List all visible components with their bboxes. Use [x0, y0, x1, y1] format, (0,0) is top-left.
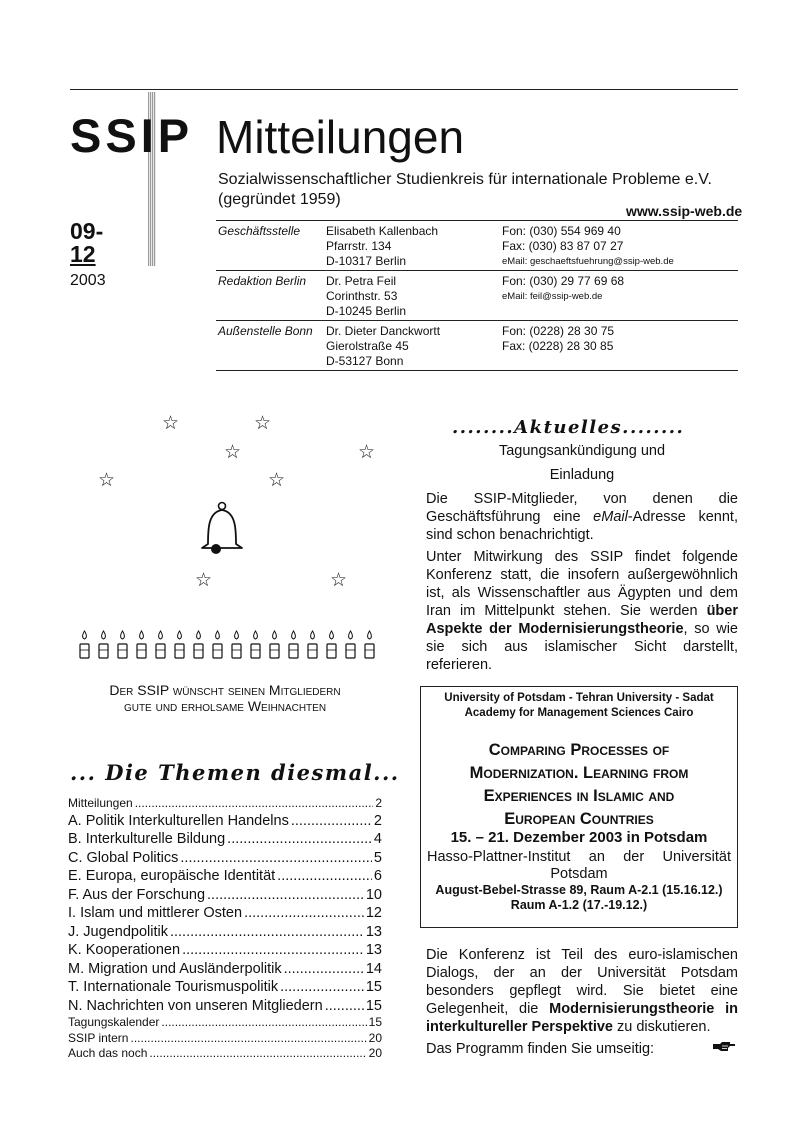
address-line: Dr. Petra Feil [326, 274, 397, 288]
candle-icon [285, 630, 302, 660]
toc-dot-leader [291, 812, 372, 831]
room-line: August-Bebel-Strasse 89, Raum A-2.1 (15.16.12.) [435, 883, 723, 897]
toc-dot-leader [149, 1046, 366, 1062]
toc-entry[interactable] [68, 960, 382, 979]
toc-page: 14 [365, 960, 382, 977]
address-line: Corinthstr. 53 [326, 289, 398, 303]
star-outline-icon: ☆ [268, 470, 286, 491]
toc-entry[interactable] [68, 886, 382, 905]
top-rule [70, 89, 738, 90]
newsletter-title: Mitteilungen [216, 111, 465, 163]
conference-rooms [421, 883, 737, 913]
institutions-line: Academy for Management Sciences Cairo [464, 707, 694, 719]
star-outline-icon: ☆ [224, 442, 242, 463]
text-run-bold: über Aspekte der Modernisierungstheorie [426, 603, 738, 637]
toc-page: 5 [373, 849, 382, 866]
toc-page: 15 [368, 1015, 382, 1029]
toc-page: 15 [365, 997, 382, 1014]
toc-entry[interactable] [68, 867, 382, 886]
toc-dot-leader [135, 796, 374, 812]
star-outline-icon: ☆ [330, 570, 348, 591]
address-line: Gierolstraße 45 [326, 339, 409, 353]
star-outline-icon: ☆ [98, 470, 116, 491]
toc-entry[interactable] [68, 904, 382, 923]
issue-top: 09- [70, 218, 104, 244]
contact-address [326, 224, 438, 269]
title-line: Comparing Processes of [488, 741, 670, 759]
brand-name: SSIP [70, 109, 194, 162]
contact-address [326, 324, 440, 369]
toc-entry[interactable] [68, 997, 382, 1016]
candle-icon [323, 630, 340, 660]
candle-icon [361, 630, 378, 660]
themes-heading: ... Die Themen diesmal... [70, 760, 400, 785]
address-line: D-53127 Bonn [326, 354, 404, 368]
toc-page: 13 [365, 923, 382, 940]
contact-rule [216, 320, 738, 321]
title-line: Experiences in Islamic and [483, 787, 675, 805]
contact-row-redaktion [218, 274, 738, 320]
toc-page: 13 [365, 942, 382, 958]
title-line: Modernization. Learning from [469, 764, 689, 782]
email-link[interactable]: eMail: geschaeftsfuehrung@ssip-web.de [502, 256, 674, 267]
contact-row-geschaeftsstelle [218, 224, 738, 270]
toc-title: A. Politik Interkulturellen Handelns [68, 812, 289, 829]
text-run: Die SSIP-Mitglieder, von denen die Geschäftsführung eine [426, 491, 738, 525]
contact-address [326, 274, 406, 319]
contact-rule-bottom [216, 370, 738, 371]
candle-icon [247, 630, 264, 660]
toc-dot-leader [207, 886, 364, 905]
toc-dot-leader [244, 904, 364, 923]
star-outline-icon: ☆ [254, 413, 272, 434]
pointing-hand-icon [712, 1040, 736, 1054]
news-subheading: Einladung [549, 467, 615, 483]
contact-label: Außenstelle Bonn [218, 324, 313, 338]
toc-page: 6 [373, 868, 382, 884]
toc-entry[interactable] [68, 849, 382, 868]
candle-icon [152, 630, 169, 660]
text-run: , so wie sie sich aus islamischer Sicht darstellt, referieren. [426, 621, 738, 673]
greeting-line: gute und erholsame Weihnachten [123, 698, 327, 714]
address-line: Pfarrstr. 134 [326, 239, 392, 253]
address-line: D-10245 Berlin [326, 304, 407, 318]
issue-bottom: 12 [70, 241, 96, 267]
toc-page: 4 [373, 831, 382, 847]
toc-title: J. Jugendpolitik [68, 923, 168, 940]
toc-entry[interactable] [68, 830, 382, 849]
toc-title: N. Nachrichten von unseren Mitgliedern [68, 997, 323, 1014]
toc-entry[interactable] [68, 941, 382, 960]
text-run: zu diskutieren. [612, 1019, 711, 1035]
conference-title [421, 739, 737, 831]
text-run: -Adresse kennt, sind schon benachrichtigt. [426, 509, 738, 543]
institutions-line: University of Potsdam - Tehran University - Sadat [444, 692, 714, 704]
conference-institutions [421, 691, 737, 721]
candle-icon [209, 630, 226, 660]
website-link[interactable]: www.ssip-web.de [626, 203, 743, 219]
toc-title: Mitteilungen [68, 796, 133, 810]
issue-number [70, 220, 103, 266]
toc-dot-leader [130, 1031, 366, 1047]
toc-dot-leader [277, 867, 372, 886]
candle-icon [171, 630, 188, 660]
toc-dot-leader [180, 849, 372, 868]
address-line: Elisabeth Kallenbach [326, 224, 439, 238]
toc-entry[interactable] [68, 796, 382, 812]
toc-title: SSIP intern [68, 1030, 129, 1045]
contact-rule-top [216, 220, 738, 221]
star-outline-icon: ☆ [358, 442, 376, 463]
toc-dot-leader [280, 978, 364, 997]
candle-icon [76, 630, 93, 660]
christmas-bell-icon [196, 500, 248, 560]
fax-number: Fax: (030) 83 87 07 27 [502, 239, 624, 253]
contact-numbers [502, 324, 614, 354]
toc-entry[interactable] [68, 923, 382, 942]
conference-box [420, 686, 738, 928]
contact-label: Redaktion Berlin [218, 274, 307, 288]
room-line: Raum A-1.2 (17.-19.12.) [510, 898, 648, 912]
greeting-line: Der SSIP wünscht seinen Mitgliedern [109, 682, 341, 698]
candle-row [76, 630, 378, 660]
text-run-bold: Modernisierungstheorie in interkultureller Perspektive [426, 1001, 738, 1035]
email-link[interactable]: eMail: feil@ssip-web.de [502, 291, 603, 302]
toc-page: 12 [365, 905, 382, 921]
news-subheading: Tagungsankündigung und [498, 443, 666, 459]
contact-numbers [502, 224, 674, 269]
toc-entry[interactable] [68, 1015, 382, 1031]
contact-rule [216, 270, 738, 271]
address-line: Dr. Dieter Danckwortt [326, 324, 441, 338]
candle-icon [266, 630, 283, 660]
toc-title: I. Islam und mittlerer Osten [68, 905, 243, 921]
toc-title: F. Aus der Forschung [68, 886, 206, 903]
toc-title: Auch das noch [68, 1046, 148, 1060]
candle-icon [133, 630, 150, 660]
toc-dot-leader [227, 830, 372, 849]
text-run: Unter Mitwirkung des SSIP findet folgende Konferenz statt, die insofern außergewöhnlich ist, als Wissenschaftler aus Ägypten und dem Iran im Mittelpunkt stehen. Sie werden [426, 549, 738, 619]
toc-entry[interactable] [68, 1031, 382, 1047]
text-run: Die Konferenz ist Teil des euro-islamischen Dialogs, der an der Universität Potsdam besonders gepflegt wird. Sie bietet eine Gelegenheit, die [426, 947, 738, 1017]
text-run-italic: eMail [593, 509, 628, 525]
news-paragraph-4: Das Programm finden Sie umseitig: [426, 1041, 655, 1057]
fax-number: Fax: (0228) 28 30 85 [502, 339, 614, 353]
news-paragraph-2 [426, 548, 738, 674]
toc-title: Tagungskalender [68, 1015, 160, 1029]
candle-icon [95, 630, 112, 660]
table-of-contents [68, 796, 382, 1062]
org-line-2: (gegründet 1959) [218, 191, 341, 208]
candle-icon [304, 630, 321, 660]
issue-year: 2003 [70, 272, 106, 289]
toc-entry[interactable] [68, 812, 382, 831]
conference-venue: Hasso-Plattner-Institut an der Universität Potsdam [427, 849, 731, 882]
title-line: European Countries [504, 810, 654, 828]
phone-number: Fon: (0228) 28 30 75 [502, 324, 615, 338]
phone-number: Fon: (030) 554 969 40 [502, 224, 621, 238]
toc-dot-leader [182, 941, 364, 960]
toc-dot-leader [170, 923, 364, 942]
toc-page: 2 [375, 796, 382, 810]
toc-dot-leader [325, 997, 364, 1016]
address-line: D-10317 Berlin [326, 254, 407, 268]
news-paragraph-3 [426, 946, 738, 1036]
candle-icon [342, 630, 359, 660]
contact-label: Geschäftsstelle [218, 224, 301, 238]
news-heading: ........Aktuelles........ [452, 417, 685, 438]
toc-entry[interactable] [68, 1046, 382, 1062]
toc-title: K. Kooperationen [68, 942, 181, 958]
toc-page: 2 [373, 812, 382, 829]
toc-dot-leader [284, 960, 364, 979]
contact-row-bonn [218, 324, 738, 370]
toc-title: B. Interkulturelle Bildung [68, 831, 226, 847]
candle-icon [114, 630, 131, 660]
toc-title: M. Migration und Ausländerpolitik [68, 960, 282, 977]
phone-number: Fon: (030) 29 77 69 68 [502, 274, 625, 288]
toc-page: 20 [368, 1046, 382, 1060]
christmas-greeting [70, 682, 380, 714]
toc-title: E. Europa, europäische Identität [68, 868, 276, 884]
contact-numbers [502, 274, 624, 304]
org-line-1: Sozialwissenschaftlicher Studienkreis für internationale Probleme e.V. [218, 171, 712, 188]
news-paragraph-1 [426, 490, 738, 544]
toc-title: C. Global Politics [68, 849, 179, 866]
toc-title: T. Internationale Tourismuspolitik [68, 979, 279, 995]
toc-page: 10 [365, 886, 382, 903]
candle-icon [190, 630, 207, 660]
toc-entry[interactable] [68, 978, 382, 997]
conference-date: 15. – 21. Dezember 2003 in Potsdam [450, 829, 708, 846]
toc-dot-leader [161, 1015, 366, 1031]
candle-icon [228, 630, 245, 660]
star-outline-icon: ☆ [162, 413, 180, 434]
toc-page: 20 [368, 1030, 382, 1045]
toc-page: 15 [365, 979, 382, 995]
star-outline-icon: ☆ [195, 570, 213, 591]
